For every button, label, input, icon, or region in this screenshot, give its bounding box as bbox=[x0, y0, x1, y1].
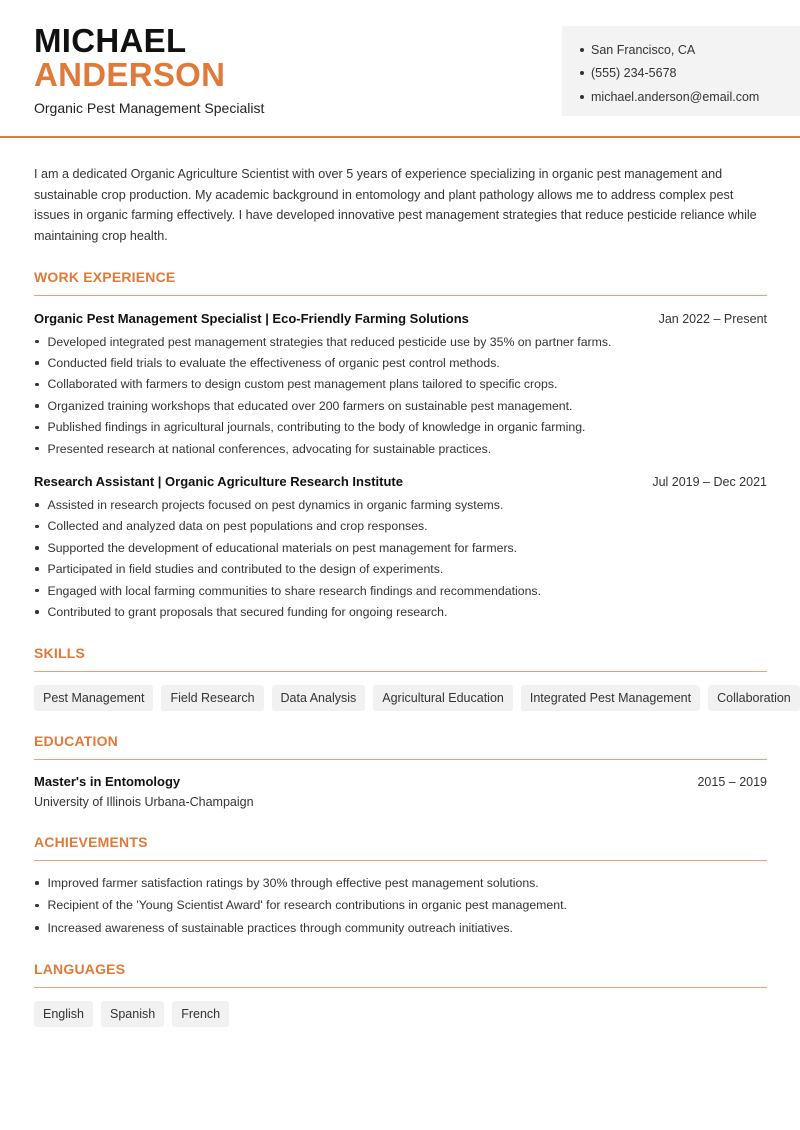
job-entry bbox=[34, 311, 767, 459]
bullet-icon bbox=[35, 383, 39, 387]
contact-location: San Francisco, CA bbox=[580, 38, 800, 62]
skill-tag: Pest Management bbox=[34, 685, 153, 711]
job-bullets bbox=[34, 494, 767, 622]
language-tag: French bbox=[172, 1001, 229, 1027]
list-item: Supported the development of educational materials on pest management for farmers. bbox=[34, 537, 767, 558]
list-item: Presented research at national conferences, advocating for sustainable practices. bbox=[34, 438, 767, 459]
bullet-icon bbox=[35, 546, 39, 550]
list-item: Collected and analyzed data on pest populations and crop responses. bbox=[34, 516, 767, 537]
job-role: Organic Pest Management Specialist bbox=[34, 100, 265, 116]
section-title: ACHIEVEMENTS bbox=[34, 834, 767, 861]
bullet-icon bbox=[35, 567, 39, 571]
education-header bbox=[34, 774, 767, 789]
list-item: Assisted in research projects focused on pest dynamics in organic farming systems. bbox=[34, 494, 767, 515]
list-item: Engaged with local farming communities to share research findings and recommendations. bbox=[34, 580, 767, 601]
achievement-bullets bbox=[34, 872, 767, 940]
bullet-icon bbox=[35, 904, 39, 908]
first-name: MICHAEL bbox=[34, 22, 187, 59]
section-title: EDUCATION bbox=[34, 733, 767, 760]
work-section bbox=[34, 269, 767, 623]
achievements-section bbox=[34, 834, 767, 940]
education-entry bbox=[34, 774, 767, 809]
skill-tag: Collaboration bbox=[708, 685, 800, 711]
full-name bbox=[34, 24, 225, 92]
list-item: Collaborated with farmers to design custom pest management plans tailored to specific crops. bbox=[34, 374, 767, 395]
list-item: Recipient of the 'Young Scientist Award' for research contributions in organic pest management. bbox=[34, 894, 767, 917]
bullet-icon bbox=[35, 503, 39, 507]
degree: Master's in Entomology bbox=[34, 773, 181, 789]
language-tags bbox=[34, 1001, 767, 1027]
job-header bbox=[34, 311, 767, 326]
skill-tag: Integrated Pest Management bbox=[521, 685, 700, 711]
list-item: Organized training workshops that educated over 200 farmers on sustainable pest management. bbox=[34, 395, 767, 416]
job-title: Research Assistant | Organic Agriculture Research Institute bbox=[34, 474, 403, 490]
section-title: WORK EXPERIENCE bbox=[34, 269, 767, 296]
bullet-icon bbox=[580, 48, 584, 52]
bullet-icon bbox=[35, 610, 39, 614]
list-item: Participated in field studies and contributed to the design of experiments. bbox=[34, 559, 767, 580]
skill-tag: Data Analysis bbox=[272, 685, 366, 711]
job-title: Organic Pest Management Specialist | Eco-Friendly Farming Solutions bbox=[34, 311, 469, 326]
bullet-icon bbox=[35, 404, 39, 408]
contact-phone: (555) 234-5678 bbox=[580, 62, 800, 86]
summary: I am a dedicated Organic Agriculture Scientist with over 5 years of experience specializing in organic pest management and sustainable crop production. My academic background in entomology and plant pathology allows me to address complex pest issues in organic farming effectively. I have developed innovative pest management strategies that reduce pesticide reliance while maintaining crop health. bbox=[34, 167, 757, 243]
section-title: LANGUAGES bbox=[34, 961, 767, 988]
bullet-icon bbox=[35, 589, 39, 593]
bullet-icon bbox=[35, 447, 39, 451]
resume-body bbox=[34, 164, 791, 1027]
job-date: Jul 2019 – Dec 2021 bbox=[652, 475, 767, 490]
language-tag: Spanish bbox=[101, 1001, 164, 1027]
list-item: Conducted field trials to evaluate the effectiveness of organic pest control methods. bbox=[34, 352, 767, 373]
language-tag: English bbox=[34, 1001, 93, 1027]
bullet-icon bbox=[35, 361, 39, 365]
education-date: 2015 – 2019 bbox=[697, 774, 767, 789]
last-name: ANDERSON bbox=[34, 56, 226, 93]
bullet-icon bbox=[35, 525, 39, 529]
skill-tag: Agricultural Education bbox=[373, 685, 513, 711]
contact-email: michael.anderson@email.com bbox=[580, 85, 800, 109]
skill-tag: Field Research bbox=[161, 685, 263, 711]
skills-section bbox=[34, 644, 791, 711]
list-item: Improved farmer satisfaction ratings by 30% through effective pest management solutions. bbox=[34, 872, 767, 895]
job-entry bbox=[34, 474, 767, 622]
bullet-icon bbox=[35, 426, 39, 430]
list-item: Published findings in agricultural journals, contributing to the body of knowledge in organic farming. bbox=[34, 417, 767, 438]
languages-section bbox=[34, 961, 767, 1027]
education-section bbox=[34, 733, 767, 809]
skill-tags bbox=[34, 685, 791, 711]
bullet-icon bbox=[580, 71, 584, 75]
job-date: Jan 2022 – Present bbox=[658, 312, 767, 326]
list-item: Contributed to grant proposals that secured funding for ongoing research. bbox=[34, 601, 767, 622]
bullet-icon bbox=[35, 340, 39, 344]
contact-box bbox=[562, 26, 800, 116]
resume-header bbox=[0, 0, 800, 138]
bullet-icon bbox=[35, 926, 39, 930]
bullet-icon bbox=[35, 881, 39, 885]
list-item: Increased awareness of sustainable practices through community outreach initiatives. bbox=[34, 917, 767, 940]
section-title: SKILLS bbox=[34, 645, 767, 672]
job-header bbox=[34, 474, 767, 489]
job-bullets bbox=[34, 331, 767, 459]
list-item: Developed integrated pest management strategies that reduced pesticide use by 35% on partner farms. bbox=[34, 331, 767, 352]
school-name: University of Illinois Urbana-Champaign bbox=[34, 794, 254, 809]
bullet-icon bbox=[580, 95, 584, 99]
